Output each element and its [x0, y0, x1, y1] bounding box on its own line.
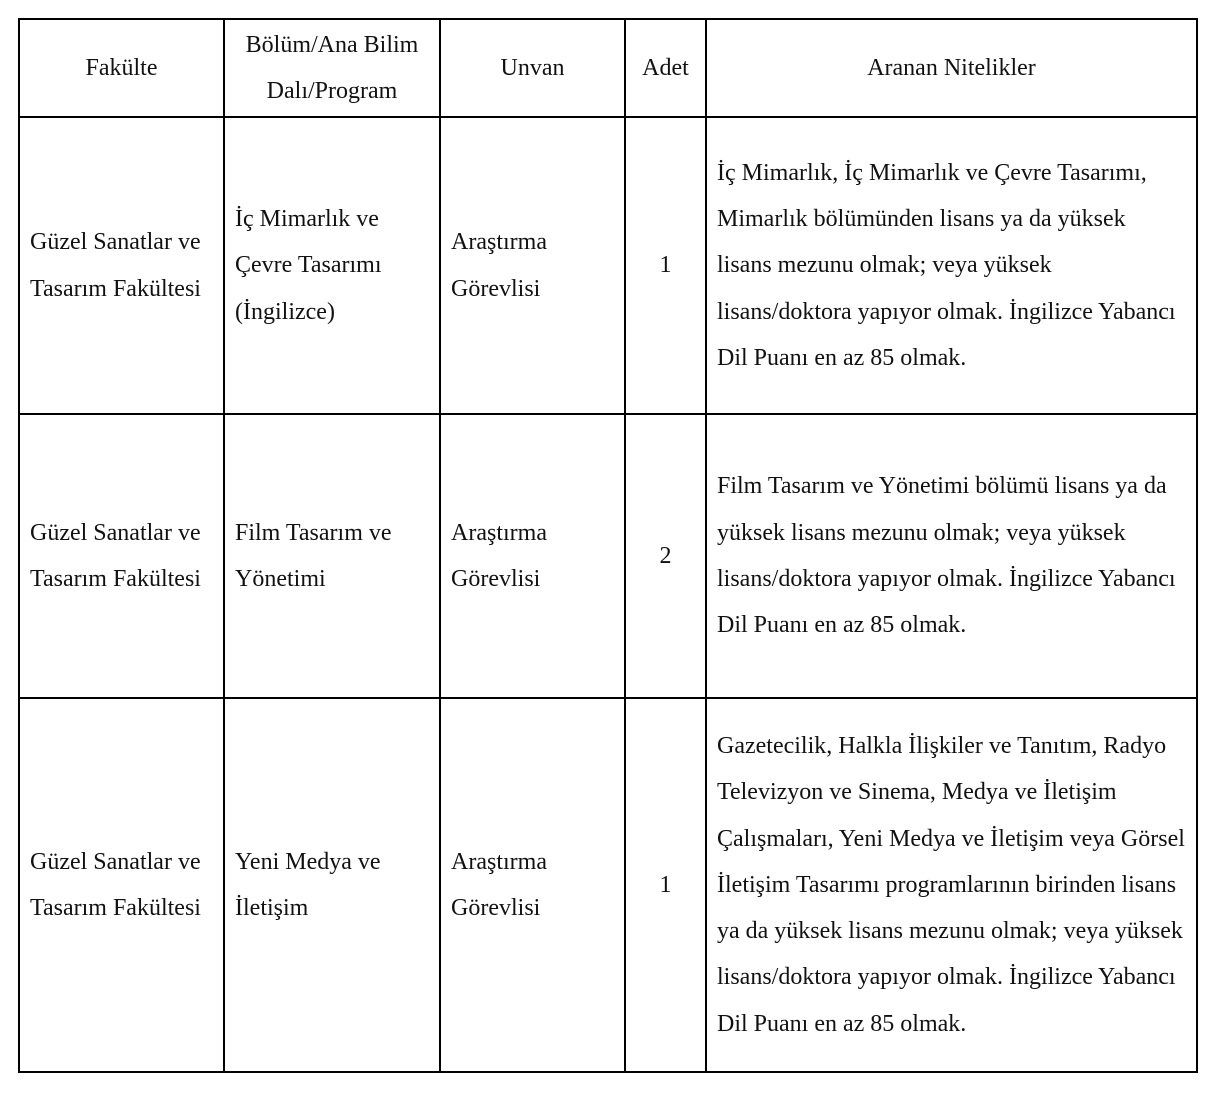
- title-cell: Araştırma Görevlisi: [440, 117, 625, 414]
- table-header: [19, 19, 1197, 117]
- header-row: [19, 19, 1197, 117]
- header-title: Unvan: [440, 19, 625, 117]
- department-cell: Film Tasarım ve Yönetimi: [224, 414, 440, 698]
- header-count: Adet: [625, 19, 706, 117]
- header-faculty: Fakülte: [19, 19, 224, 117]
- count-cell: 1: [625, 698, 706, 1072]
- qualifications-cell: Gazetecilik, Halkla İlişkiler ve Tanıtım, Radyo Televizyon ve Sinema, Medya ve İletişim Çalışmaları, Yeni Medya ve İletişim veya Görsel İletişim Tasarımı programlarının birinden lisans ya da yüksek lisans mezunu olmak; veya yüksek lisans/doktora yapıyor olmak. İngilizce Yabancı Dil Puanı en az 85 olmak.: [706, 698, 1197, 1072]
- header-qualifications: Aranan Nitelikler: [706, 19, 1197, 117]
- department-cell: Yeni Medya ve İletişim: [224, 698, 440, 1072]
- faculty-cell: Güzel Sanatlar ve Tasarım Fakültesi: [19, 117, 224, 414]
- count-cell: 1: [625, 117, 706, 414]
- title-cell: Araştırma Görevlisi: [440, 414, 625, 698]
- table-row: [19, 698, 1197, 1072]
- title-cell: Araştırma Görevlisi: [440, 698, 625, 1072]
- table-row: [19, 414, 1197, 698]
- table-row: [19, 117, 1197, 414]
- table-body: [19, 117, 1197, 1072]
- vacancy-table: [18, 18, 1198, 1073]
- qualifications-cell: Film Tasarım ve Yönetimi bölümü lisans ya da yüksek lisans mezunu olmak; veya yüksek lisans/doktora yapıyor olmak. İngilizce Yabancı Dil Puanı en az 85 olmak.: [706, 414, 1197, 698]
- count-cell: 2: [625, 414, 706, 698]
- faculty-cell: Güzel Sanatlar ve Tasarım Fakültesi: [19, 698, 224, 1072]
- department-cell: İç Mimarlık ve Çevre Tasarımı (İngilizce): [224, 117, 440, 414]
- qualifications-cell: İç Mimarlık, İç Mimarlık ve Çevre Tasarımı, Mimarlık bölümünden lisans ya da yüksek lisans mezunu olmak; veya yüksek lisans/doktora yapıyor olmak. İngilizce Yabancı Dil Puanı en az 85 olmak.: [706, 117, 1197, 414]
- faculty-cell: Güzel Sanatlar ve Tasarım Fakültesi: [19, 414, 224, 698]
- header-department: Bölüm/Ana Bilim Dalı/Program: [224, 19, 440, 117]
